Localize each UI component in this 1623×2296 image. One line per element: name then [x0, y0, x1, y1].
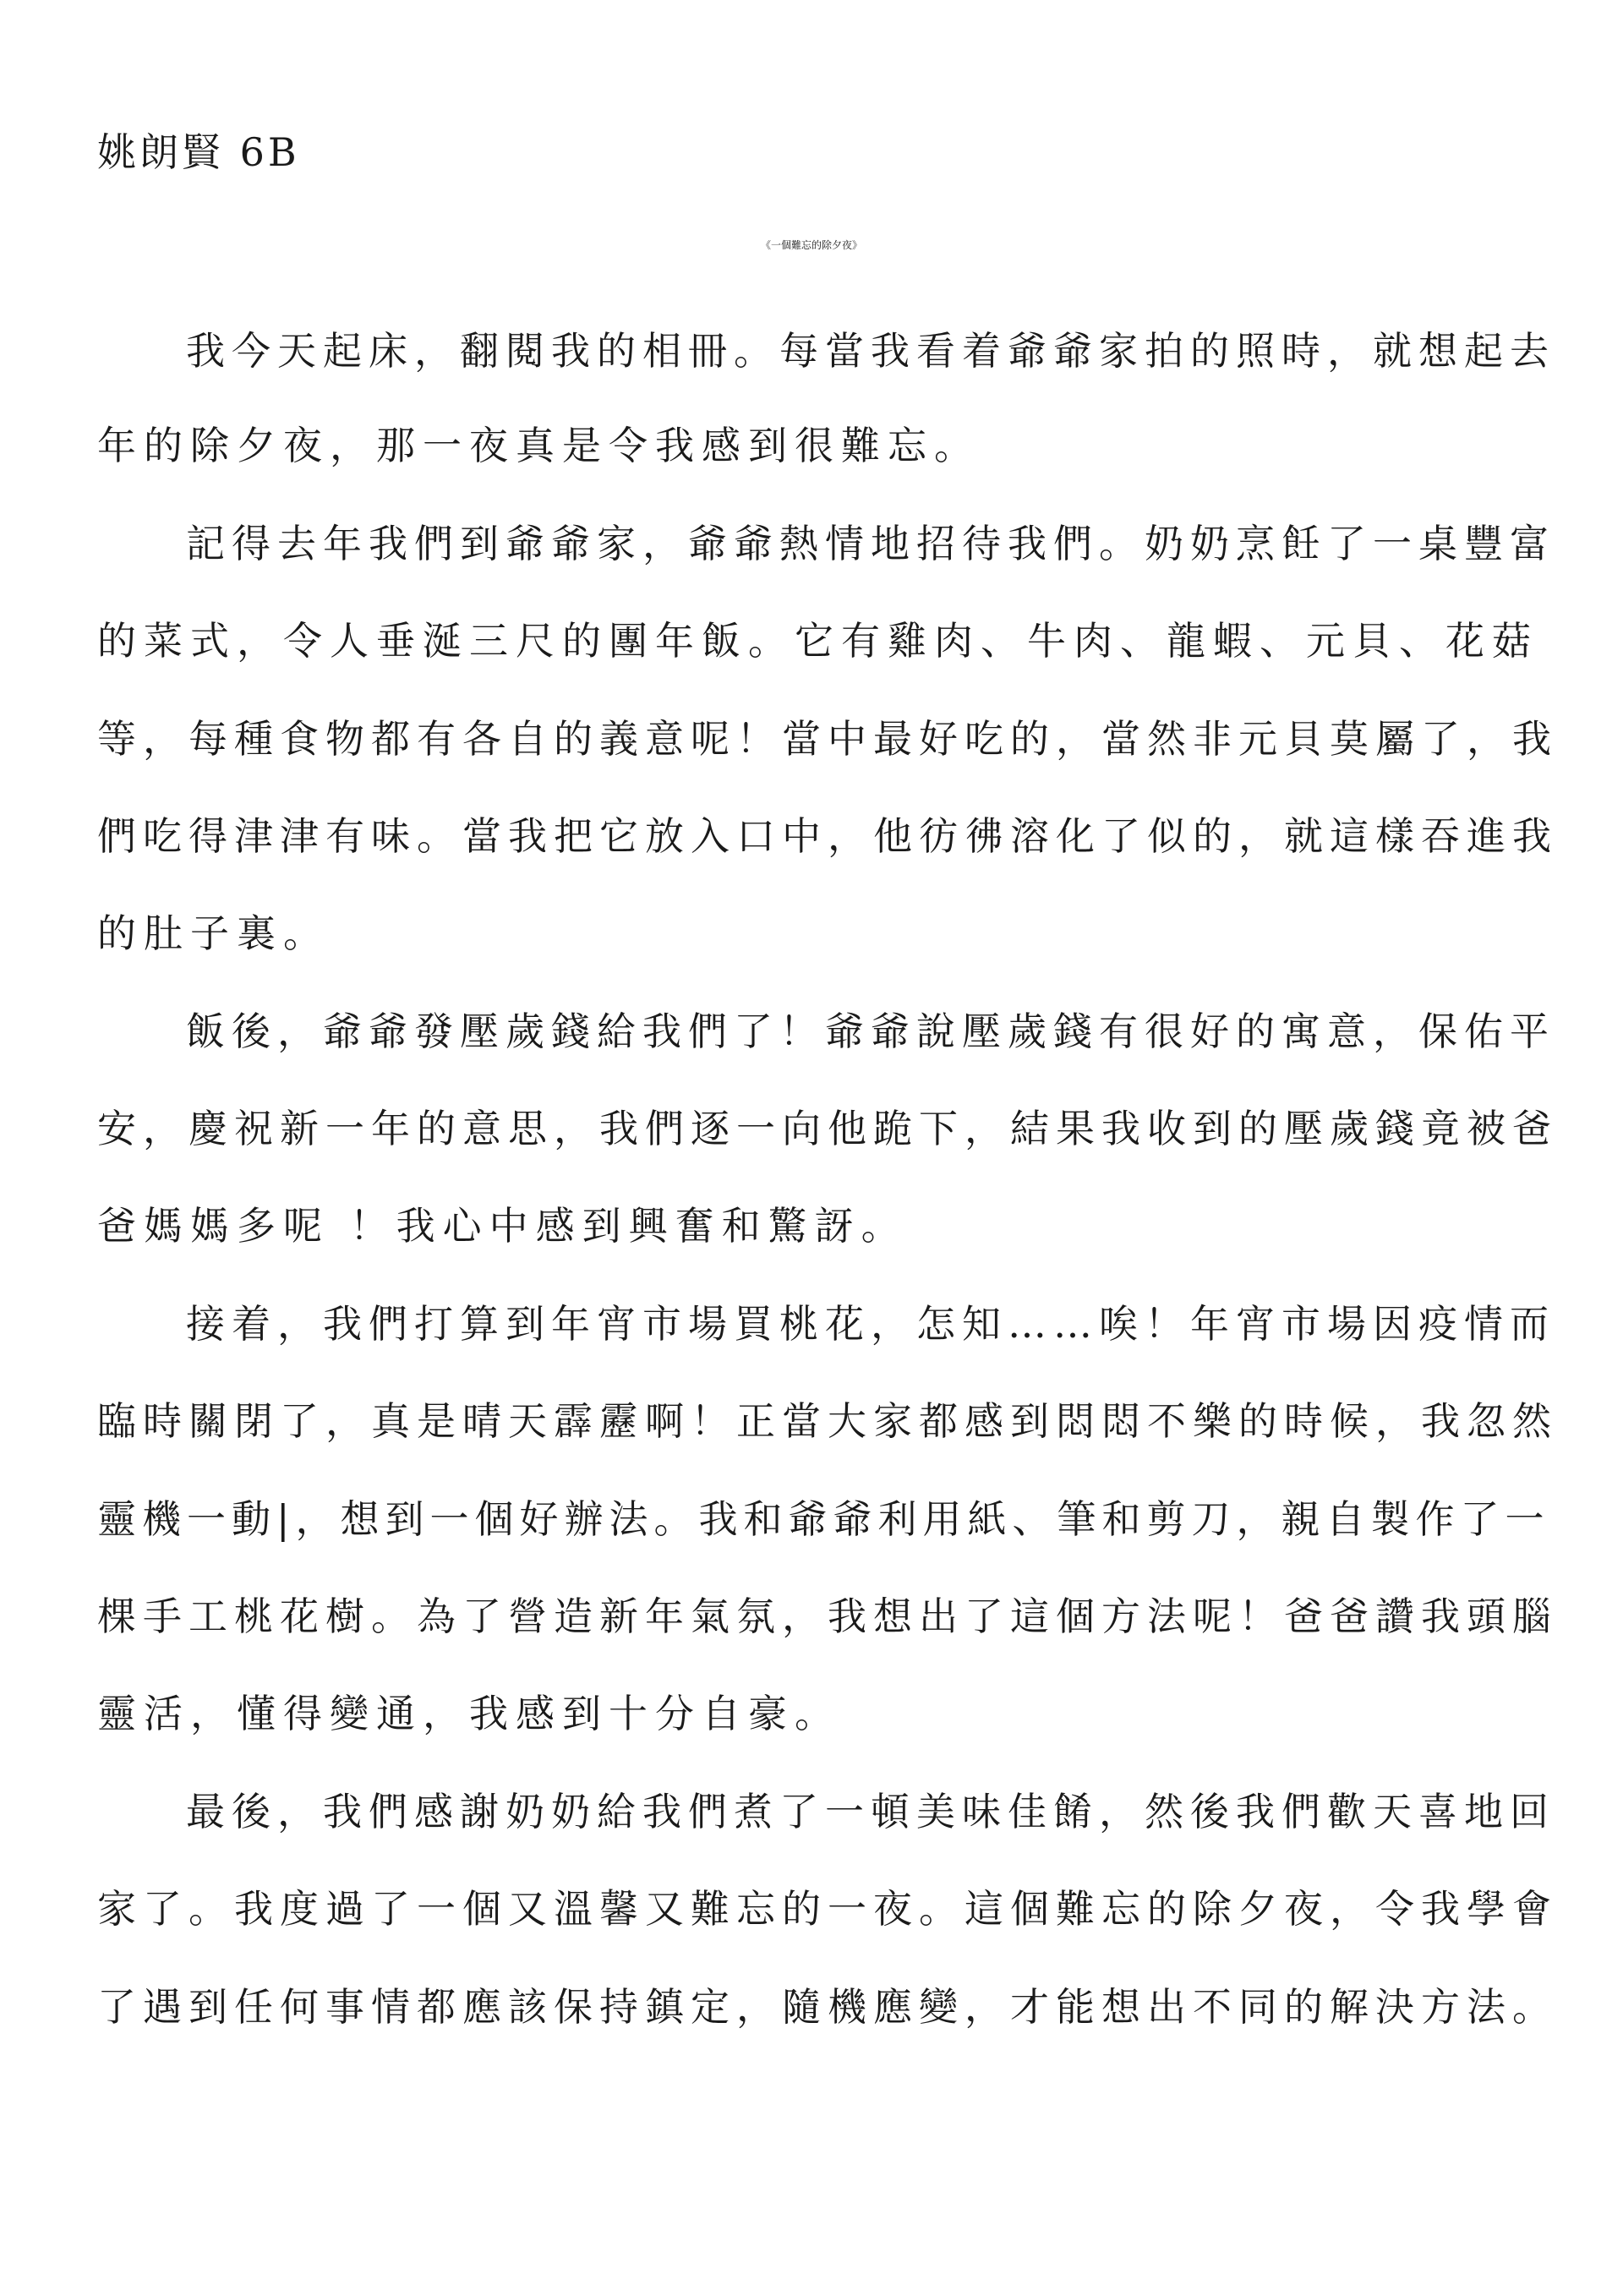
- essay-line: 了遇到任何事情都應該保持鎮定，隨機應變，才能想出不同的解決方法。: [97, 1984, 1558, 2030]
- essay-line: 記得去年我們到爺爺家，爺爺熱情地招待我們。奶奶烹飪了一桌豐富: [186, 521, 1555, 566]
- essay-line: 的肚子裏。: [97, 910, 330, 956]
- essay-line: 臨時關閉了，真是晴天霹靂啊！正當大家都感到悶悶不樂的時候，我忽然: [97, 1398, 1558, 1444]
- essay-line: 最後，我們感謝奶奶給我們煮了一頓美味佳餚，然後我們歡天喜地回: [186, 1789, 1555, 1834]
- essay-line: 安，慶祝新一年的意思，我們逐一向他跪下，結果我收到的壓歲錢竟被爸: [97, 1106, 1558, 1151]
- essay-line: 等，每種食物都有各自的義意呢！當中最好吃的，當然非元貝莫屬了，我: [97, 716, 1558, 762]
- essay-line: 棵手工桃花樹。為了營造新年氣氛，我想出了這個方法呢！爸爸讚我頭腦: [97, 1594, 1558, 1639]
- essay-line: 飯後，爺爺發壓歲錢給我們了！爺爺說壓歲錢有很好的寓意，保佑平: [186, 1009, 1555, 1054]
- author-name: 姚朗賢 6B: [97, 129, 300, 175]
- essay-line: 年的除夕夜，那一夜真是令我感到很難忘。: [97, 423, 981, 468]
- essay-line: 們吃得津津有味。當我把它放入口中，他彷彿溶化了似的，就這樣吞進我: [97, 813, 1558, 859]
- essay-line: 靈活，懂得變通，我感到十分自豪。: [97, 1691, 841, 1736]
- essay-line: 家了。我度過了一個又溫馨又難忘的一夜。這個難忘的除夕夜，令我學會: [97, 1886, 1558, 1932]
- essay-line: 爸媽媽多呢 ！我心中感到興奮和驚訝。: [97, 1203, 908, 1249]
- essay-title: 《一個難忘的除夕夜》: [760, 239, 862, 251]
- essay-line: 靈機一動|，想到一個好辦法。我和爺爺利用紙、筆和剪刀，親自製作了一: [97, 1496, 1550, 1542]
- essay-line: 接着，我們打算到年宵市場買桃花，怎知……唉！年宵市場因疫情而: [186, 1301, 1555, 1347]
- essay-line: 的菜式，令人垂涎三尺的團年飯。它有雞肉、牛肉、龍蝦、元貝、花菇: [97, 618, 1538, 664]
- essay-line: 我今天起床，翻閱我的相冊。每當我看着爺爺家拍的照時，就想起去: [186, 328, 1555, 374]
